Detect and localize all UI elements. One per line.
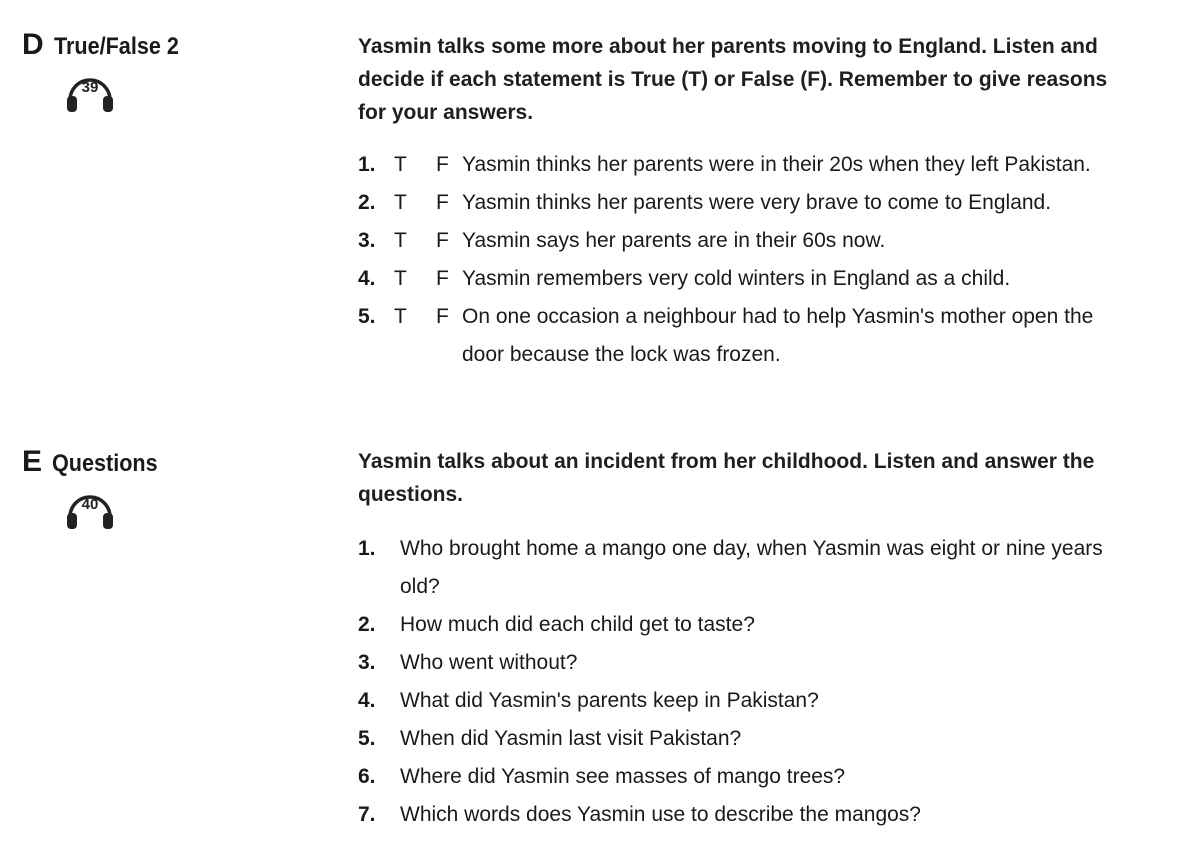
headphones-icon	[64, 487, 116, 531]
question-number: 7.	[358, 803, 376, 826]
questions-list	[358, 530, 1148, 834]
headphones-icon	[64, 70, 116, 114]
item-number: 3.	[358, 229, 376, 252]
item-number: 5.	[358, 305, 376, 328]
item-number: 2.	[358, 191, 376, 214]
section-heading	[22, 445, 169, 479]
statement-text: On one occasion a neighbour had to help Yasmin's mother open the door because the lock was frozen.	[462, 305, 1094, 366]
true-option: T	[394, 191, 407, 214]
list-item	[358, 222, 1158, 260]
true-option: T	[394, 305, 407, 328]
false-option: F	[436, 229, 449, 252]
list-item	[358, 606, 1148, 644]
section-letter: D	[22, 28, 44, 61]
statement-text: Yasmin thinks her parents were very brave to come to England.	[462, 191, 1052, 214]
track-number: 40	[81, 496, 99, 513]
question-number: 3.	[358, 651, 376, 674]
item-number: 4.	[358, 267, 376, 290]
section-title: Questions	[52, 450, 158, 477]
item-number: 1.	[358, 153, 376, 176]
false-option: F	[436, 305, 449, 328]
list-item	[358, 758, 1148, 796]
question-number: 1.	[358, 537, 376, 560]
question-number: 5.	[358, 727, 376, 750]
statement-text: Yasmin remembers very cold winters in England as a child.	[462, 267, 1011, 290]
track-number: 39	[81, 79, 99, 96]
question-text: Which words does Yasmin use to describe the mangos?	[400, 803, 921, 826]
question-text: Where did Yasmin see masses of mango trees?	[400, 765, 846, 788]
list-item	[358, 530, 1148, 606]
list-item	[358, 720, 1148, 758]
instructions: Yasmin talks some more about her parents moving to England. Listen and decide if each statement is True (T) or False (F). Remember to give reasons for your answers.	[358, 35, 1108, 124]
section-heading	[22, 28, 192, 62]
list-item	[358, 184, 1158, 222]
instructions: Yasmin talks about an incident from her childhood. Listen and answer the questions.	[358, 450, 1095, 506]
list-item	[358, 644, 1148, 682]
question-text: Who brought home a mango one day, when Yasmin was eight or nine years old?	[400, 537, 1103, 598]
question-text: When did Yasmin last visit Pakistan?	[400, 727, 742, 750]
true-option: T	[394, 229, 407, 252]
false-option: F	[436, 191, 449, 214]
question-text: How much did each child get to taste?	[400, 613, 755, 636]
list-item	[358, 796, 1148, 834]
question-number: 2.	[358, 613, 376, 636]
statement-text: Yasmin says her parents are in their 60s now.	[462, 229, 886, 252]
section-letter: E	[22, 445, 43, 478]
list-item	[358, 146, 1158, 184]
false-option: F	[436, 153, 449, 176]
true-option: T	[394, 153, 407, 176]
section-title: True/False 2	[53, 33, 179, 60]
false-option: F	[436, 267, 449, 290]
true-option: T	[394, 267, 407, 290]
true-false-list	[358, 146, 1158, 374]
question-text: What did Yasmin's parents keep in Pakistan?	[400, 689, 819, 712]
list-item	[358, 260, 1158, 298]
question-number: 6.	[358, 765, 376, 788]
list-item	[358, 298, 1158, 374]
statement-text: Yasmin thinks her parents were in their 20s when they left Pakistan.	[462, 153, 1091, 176]
question-text: Who went without?	[400, 651, 578, 674]
question-number: 4.	[358, 689, 376, 712]
list-item	[358, 682, 1148, 720]
